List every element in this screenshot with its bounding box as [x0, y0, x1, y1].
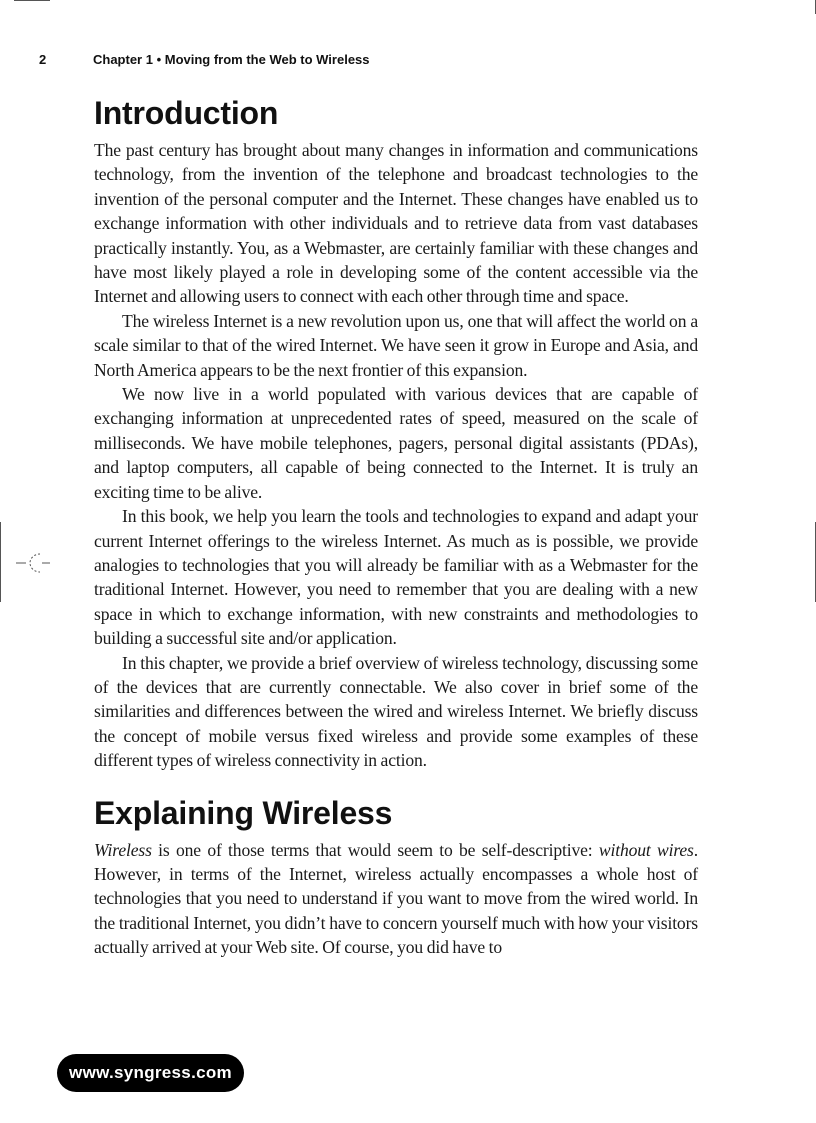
crop-mark-top-left — [14, 0, 50, 1]
crop-mark-left — [0, 522, 1, 602]
heading-explaining-wireless: Explaining Wireless — [94, 794, 393, 831]
paragraph: We now live in a world populated with various devices that are capable of exchanging information at unprecedented rates of speed, measured on the scale of milliseconds. We have mobile telephones, pagers, personal digital assistants (PDAs), and laptop computers, all capable of being connected to the Internet. It is truly an exciting time to be alive. — [94, 384, 698, 502]
paragraph-text: is one of those terms that would seem to be self-descriptive: — [151, 839, 599, 860]
paragraph-text: . However, in terms of the Internet, wireless actually encompasses a whole host of technologies that you need to understand if you want to move from the wired world. In the traditional Internet, you didn’t have to concern yourself much with how your visitors actually arrived at your Web site. Of course, you did have to — [94, 839, 698, 958]
term-definition: without wires — [598, 839, 694, 860]
paragraph: In this book, we help you learn the tools and technologies to expand and adapt your current Internet offerings to the wireless Internet. As much as is possible, we provide analogies to technologies that you will already be familiar with as a Webmaster for the traditional Internet. However, you need to remember that you are dealing with a new space in which to exchange information, with new constraints and methodologies to building a successful site and/or application. — [94, 506, 698, 649]
paragraph: The wireless Internet is a new revolution upon us, one that will affect the world on a scale similar to that of the wired Internet. We have seen it grow in Europe and Asia, and North America appears to be the next frontier of this expansion. — [94, 310, 698, 380]
chapter-title: Chapter 1 • Moving from the Web to Wireless — [93, 52, 370, 67]
registration-mark-icon — [14, 548, 52, 578]
paragraph: The past century has brought about many changes in information and communications technology, from the invention of the telephone and broadcast technologies to the invention of the personal computer and the Internet. These changes have enabled us to exchange information with other individuals and to retrieve data from vast databases practically instantly. You, as a Webmaster, are certainly familiar with these changes and have most likely played a role in developing some of the content accessible via the Internet and allowing users to connect with each other through time and space. — [94, 140, 698, 307]
page-body — [94, 93, 698, 960]
term-wireless: Wireless — [94, 839, 152, 860]
footer-url-badge: www.syngress.com — [57, 1054, 244, 1092]
running-head — [0, 52, 816, 70]
paragraph-explaining-wireless — [94, 838, 698, 960]
page-number: 2 — [39, 52, 47, 67]
heading-introduction: Introduction — [94, 95, 279, 131]
paragraph: In this chapter, we provide a brief overview of wireless technology, discussing some of the devices that are currently connectable. We also cover in brief some of the similarities and differences between the wired and wireless Internet. We briefly discuss the concept of mobile versus fixed wireless and provide some examples of these different types of wireless connectivity in action. — [94, 652, 698, 771]
